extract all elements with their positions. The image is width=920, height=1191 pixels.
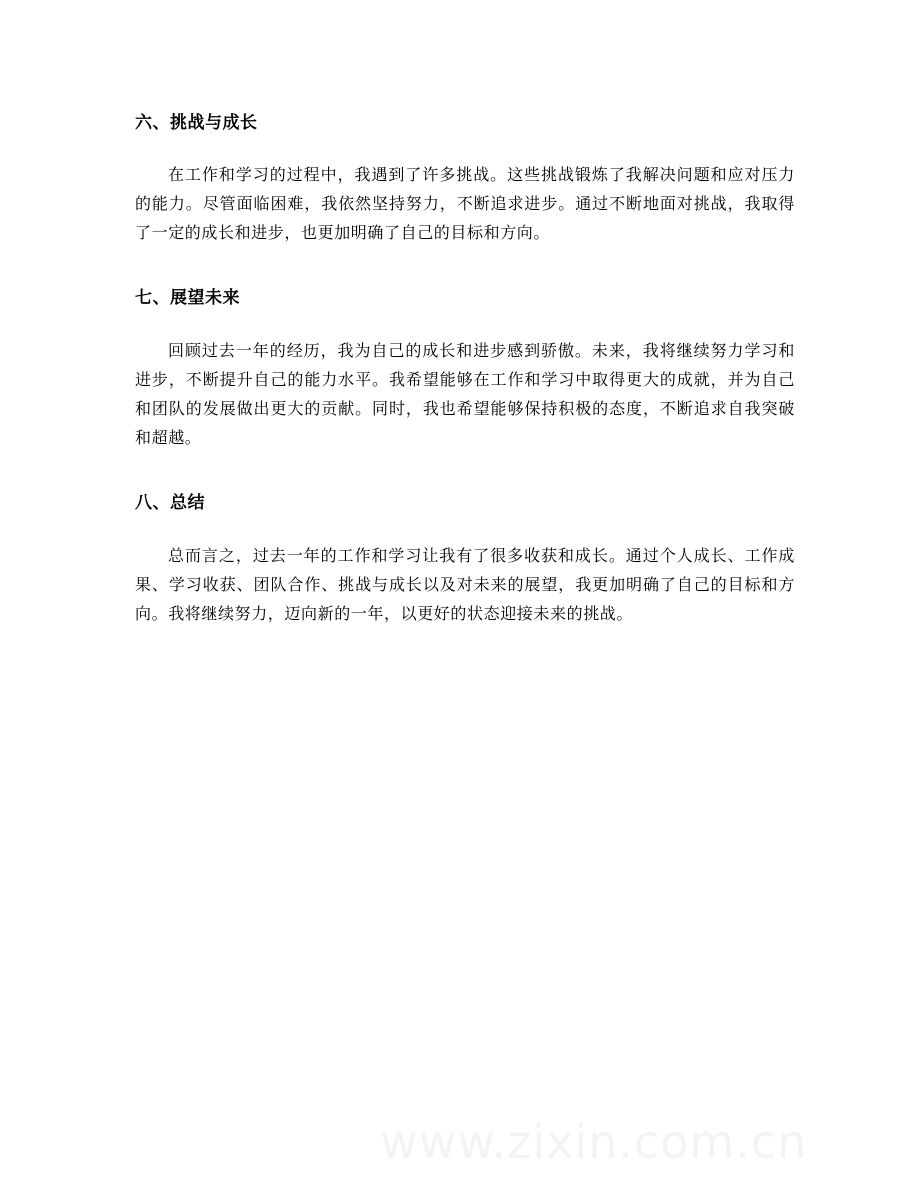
section-challenges-growth xyxy=(135,111,795,247)
watermark xyxy=(380,1115,807,1169)
section-paragraph: 在工作和学习的过程中，我遇到了许多挑战。这些挑战锻炼了我解决问题和应对压力的能力。尽管面临困难，我依然坚持努力，不断追求进步。通过不断地面对挑战，我取得了一定的成长和进步，也更加明确了自己的目标和方向。 xyxy=(135,165,795,242)
section-paragraph: 回顾过去一年的经历，我为自己的成长和进步感到骄傲。未来，我将继续努力学习和进步，不断提升自己的能力水平。我希望能够在工作和学习中取得更大的成就，并为自己和团队的发展做出更大的贡献。同时，我也希望能够保持积极的态度，不断追求自我突破和超越。 xyxy=(135,341,795,447)
section-heading: 八、总结 xyxy=(135,493,205,513)
section-heading: 六、挑战与成长 xyxy=(135,113,258,133)
section-paragraph: 总而言之，过去一年的工作和学习让我有了很多收获和成长。通过个人成长、工作成果、学习收获、团队合作、挑战与成长以及对未来的展望，我更加明确了自己的目标和方向。我将继续努力，迈向新的一年，以更好的状态迎接未来的挑战。 xyxy=(135,546,795,623)
section-heading: 七、展望未来 xyxy=(135,288,240,308)
section-outlook xyxy=(135,286,795,452)
section-summary xyxy=(135,491,795,628)
